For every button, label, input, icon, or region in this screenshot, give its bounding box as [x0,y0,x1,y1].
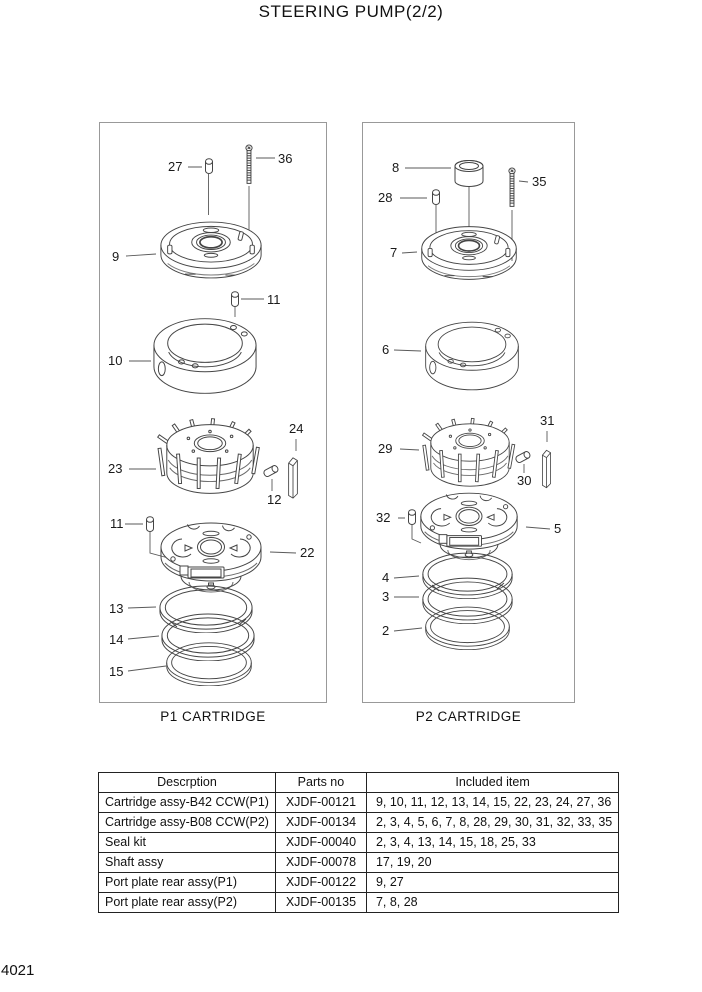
pin-part-11-top [232,292,239,307]
table-row [99,813,619,833]
p1-diagram [100,123,326,702]
p1-panel [99,122,327,703]
cell-parts-no: XJDF-00121 [275,793,366,813]
cell-parts-no: XJDF-00134 [275,813,366,833]
cell-parts-no: XJDF-00135 [275,893,366,913]
table-row [99,833,619,853]
table-row [99,853,619,873]
col-header-included-item: Included item [366,773,618,793]
cell-description: Port plate rear assy(P2) [99,893,276,913]
cell-description: Cartridge assy-B08 CCW(P2) [99,813,276,833]
callout-7: 7 [390,245,398,260]
p2-caption: P2 CARTRIDGE [415,709,522,724]
callout-28: 28 [378,190,393,205]
callout-15: 15 [109,664,124,679]
callout-32: 32 [376,510,391,525]
cell-included-item: 7, 8, 28 [366,893,618,913]
callout-14: 14 [109,632,124,647]
cell-parts-no: XJDF-00078 [275,853,366,873]
cap-part-8 [455,161,483,187]
seal-ring-part-2 [426,607,510,650]
pressure-plate-part-5 [421,493,517,559]
cell-parts-no: XJDF-00122 [275,873,366,893]
pin-part-11-left [147,517,154,532]
rotor-part-23 [158,419,260,494]
rotor-part-29 [423,418,515,486]
pin-part-32 [409,510,416,525]
callout-11: 11 [267,292,281,307]
cell-included-item: 9, 10, 11, 12, 13, 14, 15, 22, 23, 24, 27, 36 [366,793,618,813]
cell-included-item: 2, 3, 4, 13, 14, 15, 18, 25, 33 [366,833,618,853]
p2-panel [362,122,575,703]
page-number: 4021 [1,962,35,979]
cell-description: Port plate rear assy(P1) [99,873,276,893]
callout-36: 36 [278,151,293,166]
pin-part-27 [206,159,213,174]
table-row [99,893,619,913]
col-header-parts-no: Parts no [275,773,366,793]
parts-table [98,772,619,913]
callout-9: 9 [112,249,120,264]
seal-ring-part-15 [167,643,252,686]
callout-11b: 11 [110,516,124,531]
vane-part-24 [289,458,298,498]
callout-24: 24 [289,421,304,436]
callout-23: 23 [108,461,123,476]
vane-part-31 [542,450,550,487]
callout-4: 4 [382,570,390,585]
cell-included-item: 17, 19, 20 [366,853,618,873]
table-row [99,793,619,813]
pin-part-12 [263,464,279,477]
port-plate-part-9 [161,222,261,278]
callout-29: 29 [378,441,393,456]
callout-2: 2 [382,623,390,638]
page-title: STEERING PUMP(2/2) [258,2,444,21]
screw-part-35 [509,168,515,206]
callout-31: 31 [540,413,555,428]
cell-description: Cartridge assy-B42 CCW(P1) [99,793,276,813]
callout-6: 6 [382,342,390,357]
callout-35: 35 [532,174,547,189]
callout-5: 5 [554,521,562,536]
table-header-row [99,773,619,793]
cell-included-item: 2, 3, 4, 5, 6, 7, 8, 28, 29, 30, 31, 32, 33, 35 [366,813,618,833]
cam-ring-part-6 [426,322,519,390]
table-row [99,873,619,893]
p2-diagram [363,123,574,702]
callout-30: 30 [517,473,532,488]
cell-description: Shaft assy [99,853,276,873]
callout-10: 10 [108,353,123,368]
screw-part-36 [246,145,252,183]
callout-22: 22 [300,545,315,560]
callout-12: 12 [267,492,282,507]
pin-part-30 [515,450,531,463]
pressure-plate-part-22 [161,523,261,592]
cam-ring-part-10 [154,319,256,394]
callout-13: 13 [109,601,124,616]
cell-included-item: 9, 27 [366,873,618,893]
callout-3: 3 [382,589,390,604]
p1-caption: P1 CARTRIDGE [160,709,266,724]
col-header-description: Descrption [99,773,276,793]
callout-8: 8 [392,160,400,175]
cell-description: Seal kit [99,833,276,853]
callout-27: 27 [168,159,183,174]
cell-parts-no: XJDF-00040 [275,833,366,853]
port-plate-part-7 [422,227,517,280]
pin-part-28 [433,190,440,205]
